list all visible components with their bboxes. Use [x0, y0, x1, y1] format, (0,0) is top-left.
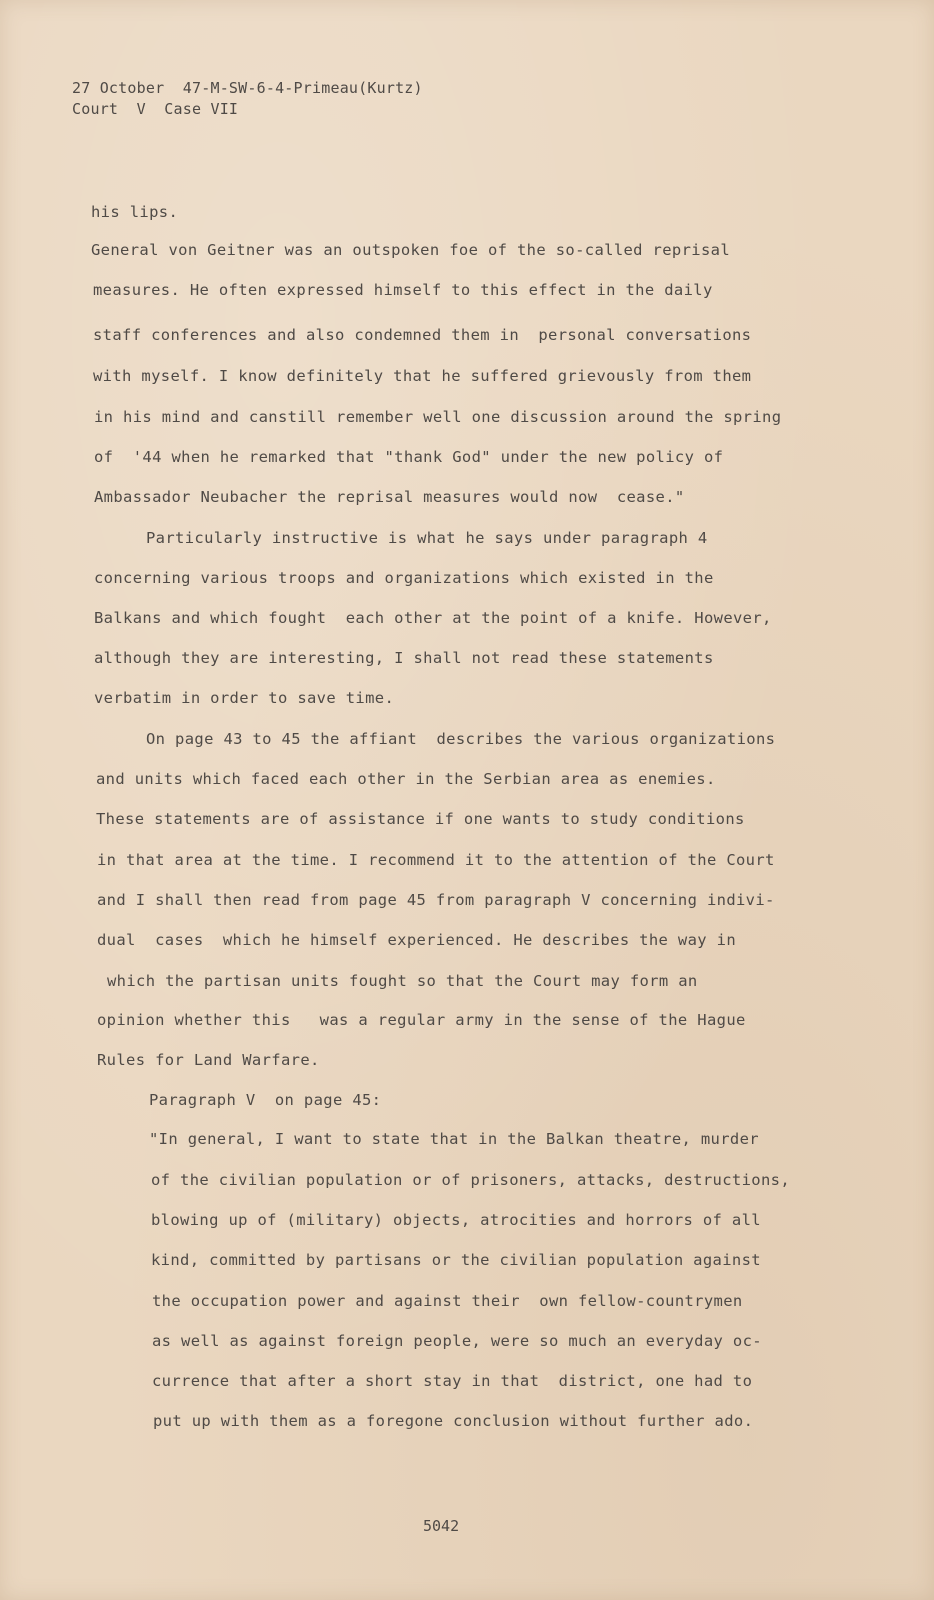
transcript-line: which the partisan units fought so that the Court may form an	[107, 972, 698, 990]
transcript-line: his lips.	[91, 203, 179, 221]
transcript-line: General von Geitner was an outspoken foe of the so-called reprisal	[91, 241, 730, 259]
header-court-case: Court V Case VII	[72, 100, 239, 118]
transcript-line: "In general, I want to state that in the Balkan theatre, murder	[149, 1130, 759, 1148]
transcript-line: verbatim in order to save time.	[94, 689, 395, 707]
transcript-line: On page 43 to 45 the affiant describes the various organizations	[146, 730, 776, 748]
transcript-line: and I shall then read from page 45 from paragraph V concerning indivi-	[97, 891, 775, 909]
transcript-line: kind, committed by partisans or the civilian population against	[151, 1251, 761, 1269]
transcript-line: with myself. I know definitely that he suffered grievously from them	[93, 367, 752, 385]
transcript-line: opinion whether this was a regular army in the sense of the Hague	[97, 1011, 746, 1029]
header-date-reference: 27 October 47-M-SW-6-4-Primeau(Kurtz)	[72, 79, 423, 97]
transcript-line: in that area at the time. I recommend it to the attention of the Court	[97, 851, 775, 869]
transcript-line: Rules for Land Warfare.	[97, 1051, 320, 1069]
transcript-line: as well as against foreign people, were so much an everyday oc-	[152, 1332, 762, 1350]
transcript-line: staff conferences and also condemned them in personal conversations	[93, 326, 752, 344]
transcript-line: blowing up of (military) objects, atrocities and horrors of all	[151, 1211, 761, 1229]
transcript-line: dual cases which he himself experienced. He describes the way in	[97, 931, 736, 949]
transcript-line: of the civilian population or of prisoners, attacks, destructions,	[151, 1171, 790, 1189]
transcript-line: Balkans and which fought each other at the point of a knife. However,	[94, 609, 772, 627]
transcript-line: Particularly instructive is what he says under paragraph 4	[146, 529, 708, 547]
transcript-line: although they are interesting, I shall not read these statements	[94, 649, 714, 667]
transcript-line: and units which faced each other in the Serbian area as enemies.	[96, 770, 716, 788]
transcript-line: in his mind and canstill remember well one discussion around the spring	[94, 408, 782, 426]
transcript-line: of '44 when he remarked that "thank God" under the new policy of	[94, 448, 724, 466]
page-number: 5042	[423, 1517, 460, 1535]
transcript-line: These statements are of assistance if one wants to study conditions	[96, 810, 745, 828]
transcript-line: measures. He often expressed himself to this effect in the daily	[93, 281, 713, 299]
document-header	[72, 78, 423, 120]
transcript-line: Paragraph V on page 45:	[149, 1091, 382, 1109]
transcript-line: put up with them as a foregone conclusion without further ado.	[153, 1412, 754, 1430]
transcript-line: the occupation power and against their own fellow-countrymen	[152, 1292, 743, 1310]
transcript-line: Ambassador Neubacher the reprisal measures would now cease."	[94, 488, 685, 506]
transcript-line: concerning various troops and organizations which existed in the	[94, 569, 714, 587]
transcript-line: currence that after a short stay in that district, one had to	[152, 1372, 753, 1390]
